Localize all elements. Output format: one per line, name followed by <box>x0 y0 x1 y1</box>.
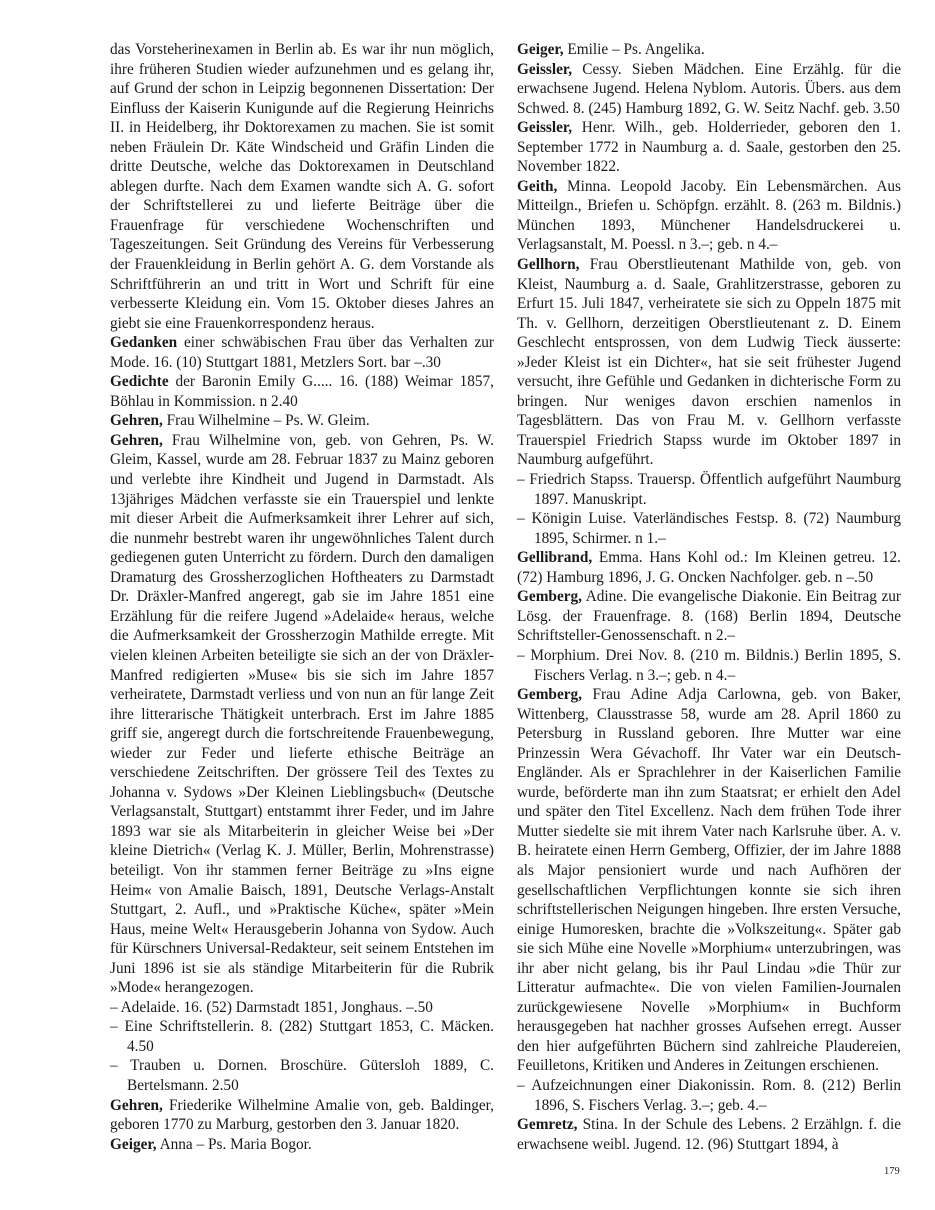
entry <box>517 548 901 587</box>
entry-text: Minna. Leopold Jacoby. Ein Lebensmärchen. Aus Mitteilgn., Briefen u. Schöpfgn. erzählt. 8. (263 m. Bildnis.) München 1893, Münchener Handelsdruckerei u. Verlagsanstalt, M. Poessl. n 3.–; geb. n 4.– <box>517 177 901 254</box>
entry-text: Emilie – Ps. Angelika. <box>563 41 705 58</box>
entry <box>517 685 901 1076</box>
sub-entry: – Morphium. Drei Nov. 8. (210 m. Bildnis.) Berlin 1895, S. Fischers Verlag. n 3.–; geb. n 4.– <box>517 646 901 684</box>
sub-entry: – Aufzeichnungen einer Diakonissin. Rom. 8. (212) Berlin 1896, S. Fischers Verlag. 3.–; geb. 4.– <box>517 1076 901 1114</box>
entry-headword: Gemberg, <box>517 588 582 606</box>
entry-headword: Gellhorn, <box>517 256 580 274</box>
entry-headword: Gehren, <box>110 431 163 449</box>
entry-headword: Geissler, <box>517 119 573 137</box>
entry <box>517 177 901 255</box>
entry-headword: Gemretz, <box>517 1116 578 1134</box>
entry-text: Frau Oberstlieutenant Mathilde von, geb. von Kleist, Naumburg a. d. Saale, Grahlitzerstrasse, geboren zu Erfurt 15. Juli 1847, verheiratete sie sich zu Oppeln 1875 mit Th. v. Gellhorn, derzeitigen Oberstlieutenant z. D. Einem Geschlecht entsprossen, von dem Ludwig Tieck äusserte: »Jeder Kleist ist ein Dichter«, hat sie seit frühester Jugend versucht, ihre Gefühle und Gedanken in dichterische Form zu bringen. Nur weniges davon erschien namenlos in Tagesblättern. Das von Frau M. v. Gellhorn verfasste Trauerspiel Friedrich Stapss wurde im Oktober 1897 in Naumburg aufgeführt. <box>517 256 901 469</box>
entry-text: Cessy. Sieben Mädchen. Eine Erzählg. für die erwachsene Jugend. Helena Nyblom. Autoris. Übers. aus dem Schwed. 8. (245) Hamburg 1892, G. W. Seitz Nachf. geb. 3.50 <box>517 60 901 117</box>
entry <box>110 1135 494 1155</box>
entry <box>517 118 901 177</box>
entry-text: Emma. Hans Kohl od.: Im Kleinen getreu. 12. (72) Hamburg 1896, J. G. Oncken Nachfolger. geb. n –.50 <box>517 549 901 586</box>
entry <box>110 1096 494 1135</box>
entry-text: Frau Adine Adja Carlowna, geb. von Baker, Wittenberg, Clausstrasse 58, wurde am 28. April 1860 zu Petersburg in Russland geboren. Ihre Mutter war eine Prinzessin Wera Gévachoff. Ihr Vater war ein Deutsch-Engländer. Als er Sprachlehrer in der Kaiserlichen Familie wurde, beförderte man ihn zum Staatsrat; er erhielt den Adel und später den Titel Excellenz. Nach dem frühen Tode ihrer Mutter siedelte sie mit ihrem Vater nach Karlsruhe über. A. v. B. heiratete einen Herrn Gemberg, Offizier, der im Jahre 1888 als Major pensioniert wurde und nach Aufhören der gesellschaftlichen Verpflichtungen konnte sie sich ihren schriftstellerischen Neigungen hingeben. Ihre ersten Versuche, einige Humoresken, brachte die »Volkszeitung«. Später gab sie sich Mühe eine Novelle »Morphium« unterzubringen, was ihr aber nicht gelang, bis ihr Paul Lindau »die Thür zur Litteratur aufmachte«. Die von vielen Familien-Journalen zurückgewiesene Novelle »Morphium« in Buchform herausgegeben hat nachher grosses Aufsehen erregt. Ausser den hier aufgeführten Büchern sind zahlreiche Plaudereien, Feuilletons, Kritiken und Anderes in Zeitungen erschienen. <box>517 686 901 1075</box>
entry-text: Adine. Die evangelische Diakonie. Ein Beitrag zur Lösg. der Frauenfrage. 8. (168) Berlin 1894, Deutsche Schriftsteller-Genossenschaft. n 2.– <box>517 588 901 645</box>
entry <box>517 40 901 60</box>
right-column <box>517 40 901 1154</box>
sub-entry: – Eine Schriftstellerin. 8. (282) Stuttgart 1853, C. Mäcken. 4.50 <box>110 1018 494 1055</box>
entry-text: das Vorsteherinexamen in Berlin ab. Es war ihr nun möglich, ihre früheren Studien wieder aufzunehmen und es gelang ihr, auf Grund der schon in Leipzig begonnenen Dissertation: Der Einfluss der Kaiserin Kunigunde auf die Regierung Heinrichs II. in Heidelberg, ihr Doktorexamen zu machen. Sie ist somit neben Fräulein Dr. Käte Windscheid und Gräfin Linden die dritte Deutsche, welche das Doktorexamen in Deutschland ablegen durfte. Nach dem Examen wandte sich A. G. sofort der Schriftstellerei zu und lieferte Beiträge über die Frauenfrage für verschiedene Wochenschriften und Tageszeitungen. Seit Gründung des Vereins für Verbesserung der Frauenkleidung in Berlin gehört A. G. dem Vorstande als Schriftführerin an und tritt in Wort und Schrift für eine verbesserte Kleidung ein. Vom 15. Oktober dieses Jahres an giebt sie eine Frauenkorrespondenz heraus. <box>110 41 494 332</box>
entry <box>517 1115 901 1154</box>
sub-entry: – Königin Luise. Vaterländisches Festsp. 8. (72) Naumburg 1895, Schirmer. n 1.– <box>517 510 901 547</box>
entry-headword: Geith, <box>517 177 558 195</box>
left-column <box>110 40 494 1154</box>
entry-headword: Gehren, <box>110 1096 163 1114</box>
entry-headword: Geissler, <box>517 60 573 78</box>
entry-text: Anna – Ps. Maria Bogor. <box>156 1135 312 1153</box>
entry-headword: Gemberg, <box>517 686 582 704</box>
entry-headword: Geiger, <box>110 1135 157 1153</box>
entry-headword: Gedichte <box>110 373 169 391</box>
page-number: 179 <box>884 1166 900 1177</box>
entry-text: Henr. Wilh., geb. Holderrieder, geboren den 1. September 1772 in Naumburg a. d. Saale, gestorben den 25. November 1822. <box>517 119 901 176</box>
sub-entry: – Adelaide. 16. (52) Darmstadt 1851, Jonghaus. –.50 <box>110 998 433 1016</box>
entry-headword: Gellibrand, <box>517 549 593 567</box>
entry-headword: Geiger, <box>517 41 564 58</box>
entry <box>517 587 901 646</box>
entry-headword: Gehren, <box>110 412 163 430</box>
entry <box>110 40 494 333</box>
entry-text: Friederike Wilhelmine Amalie von, geb. Baldinger, geboren 1770 zu Marburg, gestorben den 3. Januar 1820. <box>110 1096 494 1134</box>
entry <box>517 60 901 119</box>
entry <box>517 255 901 470</box>
sub-entry: – Trauben u. Dornen. Broschüre. Gütersloh 1889, C. Bertelsmann. 2.50 <box>110 1057 494 1094</box>
entry <box>110 372 494 411</box>
entry-headword: Gedanken <box>110 334 178 352</box>
entry-text: einer schwäbischen Frau über das Verhalten zur Mode. 16. (10) Stuttgart 1881, Metzlers Sort. bar –.30 <box>110 334 494 371</box>
sub-entry: – Friedrich Stapss. Trauersp. Öffentlich aufgeführt Naumburg 1897. Manuskript. <box>517 471 901 508</box>
entry-text: Stina. In der Schule des Lebens. 2 Erzählgn. f. die erwachsene weibl. Jugend. 12. (96) Stuttgart 1894, à <box>517 1116 901 1153</box>
entry <box>110 431 494 998</box>
entry-text: Frau Wilhelmine – Ps. W. Gleim. <box>162 412 370 430</box>
entry <box>110 333 494 372</box>
entry-text: Frau Wilhelmine von, geb. von Gehren, Ps. W. Gleim, Kassel, wurde am 28. Februar 1837 zu Mainz geboren und verlebte ihre Kindheit und Jugend in Darmstadt. Als 13jähriges Mädchen verfasste sie ein Trauerspiel und lenkte mit dieser Arbeit die Aufmerksamkeit ihrer Lehrer auf sich, die nunmehr bestrebt waren ihr ungewöhnliches Talent durch gediegenen guten Unterricht zu fördern. Durch den damaligen Dramaturg des Grossherzoglichen Hoftheaters zu Darmstadt Dr. Dräxler-Manfred angeregt, gab sie im Jahre 1851 eine Erzählung für die reifere Jugend »Adelaide« heraus, welche die Aufmerksamkeit der Grossherzogin Mathilde erregte. Mit vielen kleinen Arbeiten beteiligte sie sich an der von Dräxler-Manfred redigierten »Muse« bis sie sich im Jahre 1857 verheiratete, Darmstadt verliess und von nun an für lange Zeit ihre litterarische Thätigkeit unterbrach. Erst im Jahre 1885 griff sie, angeregt durch die fortschreitende Frauenbewegung, wieder zur Feder und lieferte ethische Beiträge an verschiedene Zeitschriften. Der grössere Teil des Textes zu Johanna v. Sydows »Der Kleinen Lieblingsbuch« (Deutsche Verlagsanstalt, Stuttgart) entstammt ihrer Feder, und im Jahre 1893 war sie als Mitarbeiterin in gleicher Weise bei »Der kleine Dietrich« (Verlag K. J. Müller, Berlin, Mohrenstrasse) beteiligt. Von ihr stammen ferner Beiträge zu »Ins eigne Heim« von Amalie Baisch, 1891, Deutsche Verlags-Anstalt Stuttgart, 2. Aufl., und »Praktische Küche«, später »Mein Haus, meine Welt« Herausgeberin Johanna von Sydow. Auch für Kürschners Universal-Redakteur, seit seinem Entstehen im Juni 1896 ist sie als ständige Mitarbeiterin für die Rubrik »Mode« herangezogen. <box>110 431 494 997</box>
entry-text: der Baronin Emily G..... 16. (188) Weimar 1857, Böhlau in Kommission. n 2.40 <box>110 373 494 410</box>
entry <box>110 411 494 431</box>
